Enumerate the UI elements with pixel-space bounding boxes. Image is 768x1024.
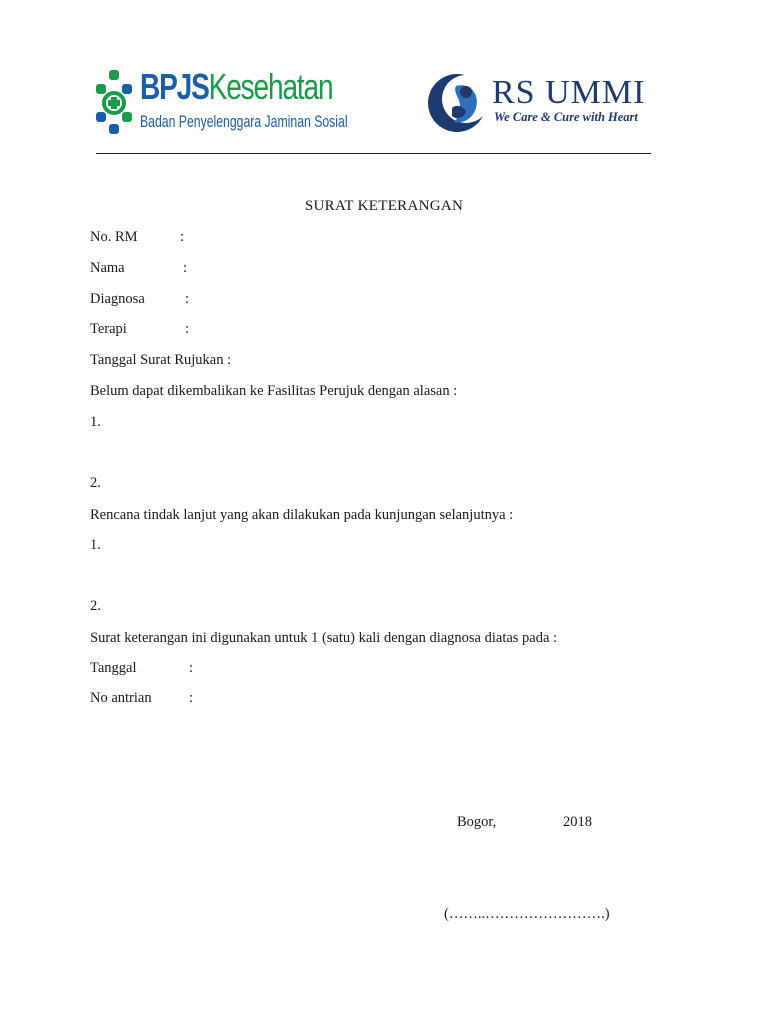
bpjs-cross-emblem-icon bbox=[96, 70, 132, 134]
bpjs-wordmark: BPJSKesehatan bbox=[140, 66, 333, 107]
field-label: Tanggal Surat Rujukan : bbox=[90, 352, 232, 368]
bpjs-kesehatan-logo bbox=[96, 66, 348, 136]
signature-place: Bogor, bbox=[457, 814, 497, 830]
field-colon: : bbox=[180, 229, 185, 245]
field-label: Terapi bbox=[90, 321, 127, 337]
plan-intro: Rencana tindak lanjut yang akan dilakukan pada kunjungan selanjutnya : bbox=[90, 507, 514, 523]
header-divider bbox=[96, 153, 651, 154]
signature-name-placeholder: (……..…………………….) bbox=[444, 906, 610, 922]
plan-item-1: 1. bbox=[90, 537, 101, 553]
field-colon: : bbox=[189, 690, 194, 706]
mother-child-crescent-emblem-icon bbox=[426, 72, 488, 134]
rs-ummi-tagline: We Care & Cure with Heart bbox=[494, 110, 638, 124]
reason-item-2: 2. bbox=[90, 475, 101, 491]
reason-intro: Belum dapat dikembalikan ke Fasilitas Perujuk dengan alasan : bbox=[90, 383, 458, 399]
field-label: Tanggal bbox=[90, 660, 137, 676]
field-tanggal bbox=[90, 660, 194, 677]
field-colon: : bbox=[183, 260, 188, 276]
document-title: SURAT KETERANGAN bbox=[304, 198, 464, 214]
field-colon: : bbox=[185, 291, 190, 307]
bpjs-subtitle: Badan Penyelenggara Jaminan Sosial bbox=[140, 112, 348, 131]
field-nama bbox=[90, 260, 188, 277]
rs-ummi-logo bbox=[426, 72, 658, 134]
field-tanggal-surat-rujukan bbox=[90, 352, 231, 369]
field-no-rm bbox=[90, 229, 185, 246]
rs-ummi-title: RS UMMI bbox=[492, 74, 646, 111]
field-no-antrian bbox=[90, 690, 194, 707]
field-label: No. RM bbox=[90, 229, 138, 245]
field-label: Nama bbox=[90, 260, 125, 276]
field-diagnosa bbox=[90, 291, 190, 308]
signature-year: 2018 bbox=[563, 814, 592, 830]
usage-note: Surat keterangan ini digunakan untuk 1 (satu) kali dengan diagnosa diatas pada : bbox=[90, 630, 558, 646]
field-terapi bbox=[90, 321, 190, 338]
field-label: Diagnosa bbox=[90, 291, 145, 307]
field-colon: : bbox=[185, 321, 190, 337]
reason-item-1: 1. bbox=[90, 414, 101, 430]
field-colon: : bbox=[189, 660, 194, 676]
field-label: No antrian bbox=[90, 690, 152, 706]
plan-item-2: 2. bbox=[90, 598, 101, 614]
